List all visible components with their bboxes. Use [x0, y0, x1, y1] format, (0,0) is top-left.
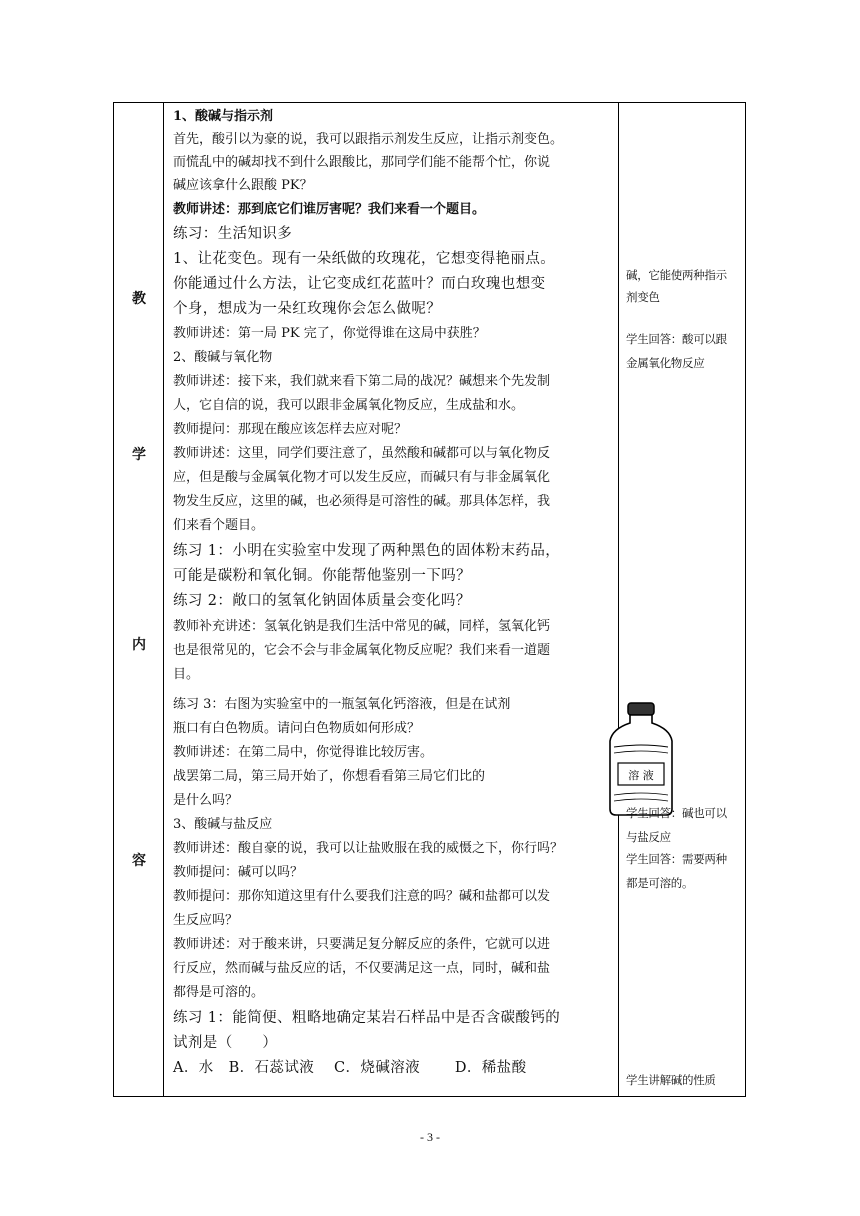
content-line: 教师补充讲述：氢氧化钠是我们生活中常见的碱，同样，氢氧化钙 [173, 619, 551, 634]
content-line: 教师讲述：那到底它们谁厉害呢？我们来看一个题目。 [173, 202, 486, 217]
content-line: 教师提问：那你知道这里有什么要我们注意的吗？碱和盐都可以发 [173, 889, 551, 904]
student-note: 学生讲解碱的性质 [626, 1073, 716, 1087]
content-line: 生反应吗？ [173, 913, 239, 928]
content-line: 碱应该拿什么跟酸 PK？ [173, 178, 313, 193]
exercise-line: 练习 1：能简便、粗略地确定某岩石样品中是否含碳酸钙的 [173, 1010, 561, 1026]
section-heading: 1、酸碱与指示剂 [173, 109, 274, 124]
content-line: 教师讲述：第一局 PK 完了，你觉得谁在这局中获胜？ [173, 326, 486, 341]
student-note: 学生回答：需要两种 [626, 852, 727, 866]
content-line: 教师讲述：在第二局中，你觉得谁比较厉害。 [173, 745, 434, 760]
content-line: 教师讲述：酸自豪的说，我可以让盐败服在我的威慑之下，你行吗？ [173, 841, 564, 856]
exercise-line: 练习：生活知识多 [173, 226, 293, 242]
student-note: 都是可溶的。 [626, 876, 694, 890]
content-line: 而慌乱中的碱却找不到什么跟酸比，那同学们能不能帮个忙，你说 [173, 155, 551, 170]
section-char: 教 [132, 291, 146, 307]
student-note: 学生回答：酸可以跟 [626, 332, 727, 346]
content-line: 目。 [173, 667, 200, 682]
content-line: 教师讲述：接下来，我们就来看下第二局的战况？碱想来个先发制 [173, 374, 551, 389]
content-line: 应，但是酸与金属氧化物才可以发生反应，而碱只有与非金属氧化 [173, 470, 551, 485]
section-char: 学 [132, 447, 146, 463]
content-line: 首先，酸引以为豪的说，我可以跟指示剂发生反应，让指示剂变色。 [173, 132, 564, 147]
student-activity-column [619, 103, 745, 1096]
section-heading: 3、酸碱与盐反应 [173, 817, 273, 832]
page-number: - 3 - [420, 1130, 440, 1144]
content-line: 练习 3：右图为实验室中的一瓶氢氧化钙溶液，但是在试剂 [173, 697, 511, 712]
content-line: 战罢第二局，第三局开始了，你想看看第三局它们比的 [173, 769, 486, 784]
content-line: 瓶口有白色物质。请问白色物质如何形成？ [173, 721, 421, 736]
exercise-line: 你能通过什么方法，让它变成红花蓝叶？而白玫瑰也想变 [173, 276, 546, 292]
student-note: 与盐反应 [626, 830, 671, 844]
content-line: 物发生反应，这里的碱，也必须得是可溶性的碱。那具体怎样，我 [173, 494, 551, 509]
student-note: 学生回答：碱也可以 [626, 806, 727, 820]
content-line: 都得是可溶的。 [173, 985, 265, 1000]
content-line: 教师提问：碱可以吗？ [173, 865, 304, 880]
student-note: 剂变色 [626, 290, 660, 304]
content-line: 教师讲述：这里，同学们要注意了，虽然酸和碱都可以与氧化物反 [173, 446, 551, 461]
exercise-line: 练习 1：小明在实验室中发现了两种黑色的固体粉末药品， [173, 543, 561, 559]
content-line: 也是很常见的，它会不会与非金属氧化物反应呢？我们来看一道题 [173, 643, 551, 658]
answer-options: A．水 B．石蕊试液 C．烧碱溶液 D．稀盐酸 [173, 1060, 527, 1076]
content-line: 是什么吗？ [173, 793, 239, 808]
teaching-content-column [164, 103, 654, 1096]
content-line: 教师讲述：对于酸来讲，只要满足复分解反应的条件，它就可以进 [173, 937, 551, 952]
student-note: 金属氧化物反应 [626, 356, 705, 370]
lesson-table [113, 102, 746, 1097]
content-line: 行反应，然而碱与盐反应的话，不仅要满足这一点，同时，碱和盐 [173, 961, 551, 976]
content-line: 教师提问：那现在酸应该怎样去应对呢？ [173, 422, 408, 437]
student-note: 碱，它能使两种指示 [626, 268, 727, 282]
content-line: 们来看个题目。 [173, 518, 265, 533]
exercise-line: 试剂是（ ） [173, 1035, 278, 1051]
section-char: 内 [132, 637, 146, 653]
exercise-line: 可能是碳粉和氧化铜。你能帮他鉴别一下吗？ [173, 568, 471, 584]
exercise-line: 练习 2：敞口的氢氧化钠固体质量会变化吗？ [173, 593, 471, 609]
section-char: 容 [132, 853, 146, 869]
content-line: 人，它自信的说，我可以跟非金属氧化物反应，生成盐和水。 [173, 398, 525, 413]
exercise-line: 1、让花变色。现有一朵纸做的玫瑰花，它想变得艳丽点。 [173, 251, 556, 267]
section-label-column [114, 103, 164, 1096]
bottle-label: 溶 液 [628, 769, 654, 782]
exercise-line: 个身，想成为一朵红玫瑰你会怎么做呢？ [173, 301, 442, 317]
section-heading: 2、酸碱与氧化物 [173, 350, 273, 365]
